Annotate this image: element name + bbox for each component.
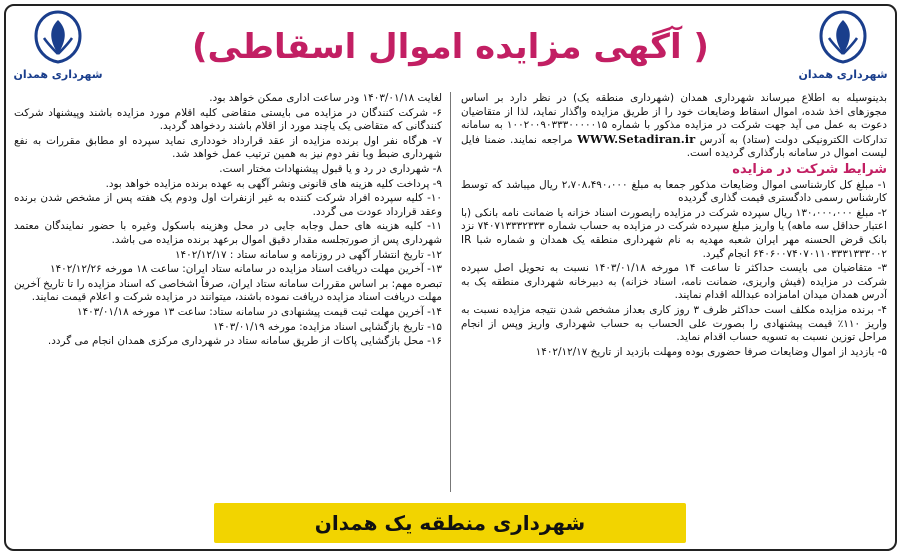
condition-item: ۹- پرداخت کلیه هزینه های قانونی ونشر آگهی به عهده برنده مزایده خواهد بود. [105, 177, 442, 190]
condition-item: ۵- بازدید از اموال وضایعات صرفا حضوری بوده ومهلت بازدید از تاریخ ۱۴۰۲/۱۲/۱۷ [535, 345, 887, 358]
logo-left [10, 8, 106, 92]
logo-right [795, 8, 891, 92]
right-column [461, 92, 887, 492]
condition-item: ۱۴- آخرین مهلت ثبت قیمت پیشنهادی در سامانه ستاد: ساعت ۱۳ مورخه ۱۴۰۳/۰۱/۱۸ [77, 305, 442, 318]
condition-item: ۱- مبلغ کل کارشناسی اموال وضایعات مذکور جمعا به مبلغ ۲،۷۰۸،۴۹۰،۰۰۰ ریال میباشد که توسط کارشناس رسمی دادگستری قیمت گذاری گردیده [461, 178, 887, 205]
municipality-emblem-icon [26, 8, 90, 66]
logo-caption: شهرداری همدان [798, 68, 888, 81]
condition-item: ۱۰- کلیه سپرده افراد شرکت کننده به غیر ازنفرات اول ودوم یک هفته پس از مشخص شدن برنده وعقد قرارداد عودت می گردد. [14, 192, 442, 218]
condition-item: ۳- متقاضیان می بایست حداکثر تا ساعت ۱۴ مورخه ۱۴۰۳/۰۱/۱۸ نسبت به تحویل اصل سپرده شرکت در مزایده (فیش واریزی، ضمانت نامه، اسناد خزانه) به دبیرخانه شهرداری منطقه یک به آدرس همدان میدان امامزاده عبدالله اقدام نمایند. [461, 262, 887, 302]
condition-item: ۸- شهرداری در رد و یا قبول پیشنهادات مختار است. [219, 162, 442, 175]
condition-item: ۶- شرکت کنندگان در مزایده می بایستی متقاضی کلیه اقلام مورد مزایده باشند وپیشنهاد شرکت کنندگانی که متقاضی یک یاچند مورد از اقلام باشند ردخواهد گردید. [14, 106, 442, 133]
intro-paragraph [461, 92, 887, 161]
footer-banner [214, 503, 686, 543]
condition-item: ۱۲- تاریخ انتشار آگهی در روزنامه و سامانه ستاد : ۱۴۰۲/۱۲/۱۷ [174, 248, 442, 261]
footer-text: شهرداری منطقه یک همدان [314, 511, 586, 535]
intro-tail: مراجعه نمایند. ضمنا فایل لیست اموال در سامانه بارگذاری گردیده است. [461, 133, 887, 160]
logo-caption: شهرداری همدان [13, 68, 103, 81]
column-divider [450, 92, 451, 492]
condition-item: ۱۶- محل بازگشایی پاکات از طریق سامانه ستاد در شهرداری مرکزی همدان انجام می گردد. [47, 335, 442, 348]
condition-item: ۲- مبلغ ۱۳۰،۰۰۰،۰۰۰ ریال سپرده شرکت در مزایده رایصورت اسناد خزانه یا ضمانت نامه بانکی (با اعتبار حداقل سه ماهه) یا واریز مبلغ سپرده شرکت در مزایده به حساب شماره ۷۴۰۷۱۳۳۳۲۳۳۳ نزد بانک قرض الحسنه مهر ایران شعبه مهدیه به نام شهرداری منطقه یک همدان و شماره شبا IR ۶۴۰۶۰۰۷۴۰۷۰۱۱۰۳۳۳۱۳۳۳۰۰۲ انجام گیرد. [461, 206, 887, 260]
page-title: ( آگهی مزایده اموال اسقاطی) [192, 27, 709, 67]
website-link[interactable]: WWW.Setadiran.ir [577, 131, 696, 146]
left-column [14, 92, 442, 492]
condition-item: ۱۳- آخرین مهلت دریافت اسناد مزایده در سامانه ستاد ایران: ساعت ۱۸ مورخه ۱۴۰۲/۱۲/۲۶ [49, 263, 442, 276]
condition-item: ۴- برنده مزایده مکلف است حداکثر ظرف ۳ روز کاری بعداز مشخص شدن نتیجه مزایده نسبت به واریز ۱۱۰٪ قیمت پیشنهادی را بصورت علی الحساب به حساب شهرداری واریز وپس از انجام مراحل توزین نسبت به تسویه حساب اقدام نماید. [461, 303, 887, 344]
condition-item: ۱۱- کلیه هزینه های حمل وجابه جایی در محل وهزینه باسکول وغیره با حضور نمایندگان معتمد شهرداری پس از صورتجلسه مقدار دقیق اموال برعهد برنده مزایده می باشد. [14, 220, 442, 246]
municipality-emblem-icon [811, 8, 875, 66]
conditions-header: شرایط شرکت در مزایده [732, 161, 887, 177]
condition-item: لغایت ۱۴۰۳/۰۱/۱۸ ودر ساعت اداری ممکن خواهد بود. [209, 92, 442, 104]
intro-text: بدینوسیله به اطلاع میرساند شهرداری همدان (شهرداری منطقه یک) در نظر دارد بر اساس مجوزهای اخذ شده، اموال اسقاط وضایعات خود را از طریق مزایده واگذار نماید، لذا از متقاضیان دعوت به عمل می آید جهت شرکت در مزایده مذکور با شماره ۱۰۰۲۰۰۹۰۳۳۳۰۰۰۰۰۱۵ به سامانه تدارکات الکترونیکی دولت (ستاد) به آدرس [461, 92, 887, 146]
title-bar [108, 8, 793, 86]
important-note: تبصره مهم: بر اساس مقررات سامانه ستاد ایران، صرفاً اشخاصی که اسناد مزایده را تا تاریخ آخرین مهلت دریافت اسناد مزایده دریافت نموده باشند، میتوانند در مزایده شرکت و اعلام قیمت نمایند. [14, 277, 442, 304]
condition-item: ۱۵- تاریخ بازگشایی اسناد مزایده: مورخه ۱۴۰۳/۰۱/۱۹ [212, 320, 442, 333]
condition-item: ۷- هرگاه نفر اول برنده مزایده از عقد قرارداد خودداری نماید سپرده او مطابق مقررات به نفع شهرداری ضبط وبا نفر دوم نیز به همین ترتیب عمل خواهد شد. [14, 134, 442, 161]
